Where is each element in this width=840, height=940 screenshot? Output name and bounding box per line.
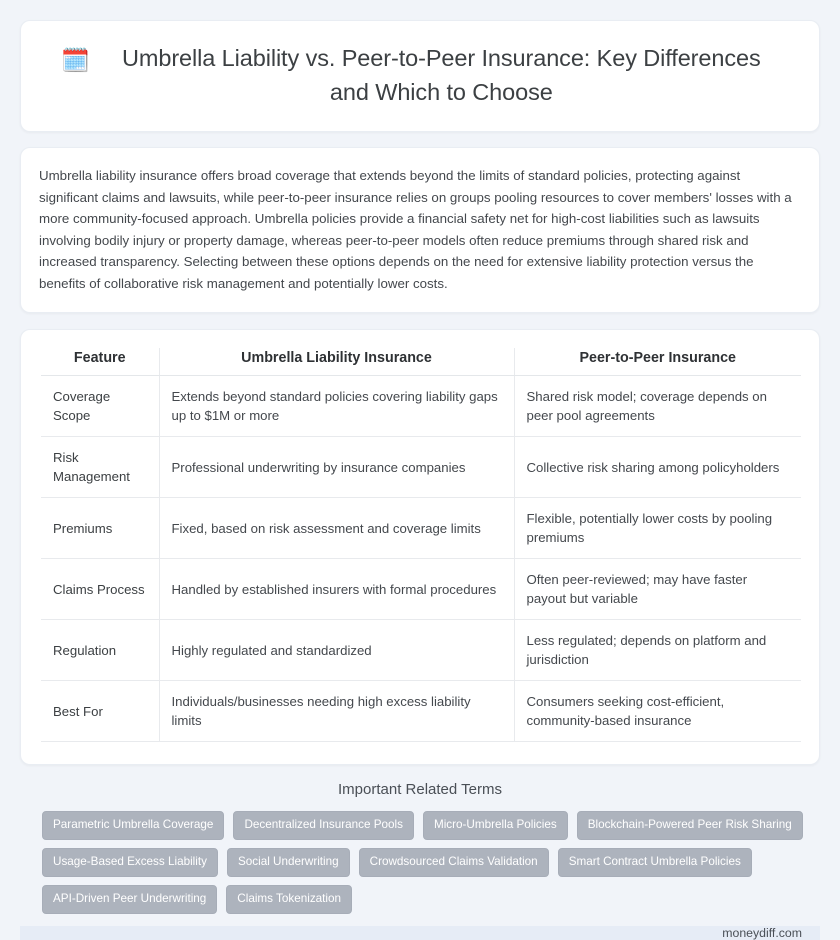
cell-feature: Claims Process xyxy=(41,559,159,620)
term-tag[interactable]: Blockchain-Powered Peer Risk Sharing xyxy=(577,811,803,840)
related-terms-title: Important Related Terms xyxy=(338,781,502,798)
cell-feature: Premiums xyxy=(41,498,159,559)
comparison-table-card xyxy=(20,329,820,765)
footer-bar xyxy=(20,926,820,940)
comparison-table xyxy=(41,348,801,742)
cell-feature: Coverage Scope xyxy=(41,376,159,437)
column-header-peer: Peer-to-Peer Insurance xyxy=(514,348,801,376)
cell-umbrella: Individuals/businesses needing high excess liability limits xyxy=(159,681,514,742)
page-title: Umbrella Liability vs. Peer-to-Peer Insurance: Key Differences and Which to Choose xyxy=(122,45,761,105)
column-header-feature: Feature xyxy=(41,348,159,376)
table-body xyxy=(41,376,801,742)
table-row xyxy=(41,559,801,620)
description-text: Umbrella liability insurance offers broad coverage that extends beyond the limits of standard policies, protecting against significant claims and lawsuits, while peer-to-peer insurance relies on groups pooling resources to cover members' losses with a more community-focused approach. Umbrella policies provide a financial safety net for high-cost liabilities such as lawsuits involving bodily injury or property damage, whereas peer-to-peer models often reduce premiums through shared risk and increased transparency. Selecting between these options depends on the need for extensive liability protection versus the benefits of collaborative risk management and potentially lower costs. xyxy=(39,168,792,291)
table-row xyxy=(41,376,801,437)
cell-feature: Risk Management xyxy=(41,437,159,498)
table-row xyxy=(41,437,801,498)
cell-peer: Often peer-reviewed; may have faster payout but variable xyxy=(514,559,801,620)
table-row xyxy=(41,681,801,742)
term-tag[interactable]: Micro-Umbrella Policies xyxy=(423,811,568,840)
cell-peer: Collective risk sharing among policyholders xyxy=(514,437,801,498)
term-tag[interactable]: Usage-Based Excess Liability xyxy=(42,848,218,877)
calendar-icon: 🗓️ xyxy=(61,47,90,73)
page-header-card xyxy=(20,20,820,132)
cell-peer: Less regulated; depends on platform and jurisdiction xyxy=(514,620,801,681)
table-row xyxy=(41,620,801,681)
cell-umbrella: Professional underwriting by insurance companies xyxy=(159,437,514,498)
cell-umbrella: Highly regulated and standardized xyxy=(159,620,514,681)
cell-feature: Best For xyxy=(41,681,159,742)
cell-peer: Flexible, potentially lower costs by pooling premiums xyxy=(514,498,801,559)
cell-peer: Consumers seeking cost-efficient, community-based insurance xyxy=(514,681,801,742)
term-tag[interactable]: Claims Tokenization xyxy=(226,885,352,914)
related-terms-tag-list xyxy=(30,811,810,914)
cell-feature: Regulation xyxy=(41,620,159,681)
description-card xyxy=(20,147,820,313)
term-tag[interactable]: Parametric Umbrella Coverage xyxy=(42,811,224,840)
related-terms-section xyxy=(20,781,820,914)
term-tag[interactable]: Smart Contract Umbrella Policies xyxy=(558,848,752,877)
term-tag[interactable]: Social Underwriting xyxy=(227,848,350,877)
term-tag[interactable]: Crowdsourced Claims Validation xyxy=(359,848,549,877)
cell-umbrella: Extends beyond standard policies covering liability gaps up to $1M or more xyxy=(159,376,514,437)
term-tag[interactable]: API-Driven Peer Underwriting xyxy=(42,885,217,914)
cell-umbrella: Fixed, based on risk assessment and coverage limits xyxy=(159,498,514,559)
cell-peer: Shared risk model; coverage depends on peer pool agreements xyxy=(514,376,801,437)
table-header-row xyxy=(41,348,801,376)
table-row xyxy=(41,498,801,559)
footer-site-name: moneydiff.com xyxy=(722,926,802,940)
column-header-umbrella: Umbrella Liability Insurance xyxy=(159,348,514,376)
term-tag[interactable]: Decentralized Insurance Pools xyxy=(233,811,414,840)
cell-umbrella: Handled by established insurers with formal procedures xyxy=(159,559,514,620)
